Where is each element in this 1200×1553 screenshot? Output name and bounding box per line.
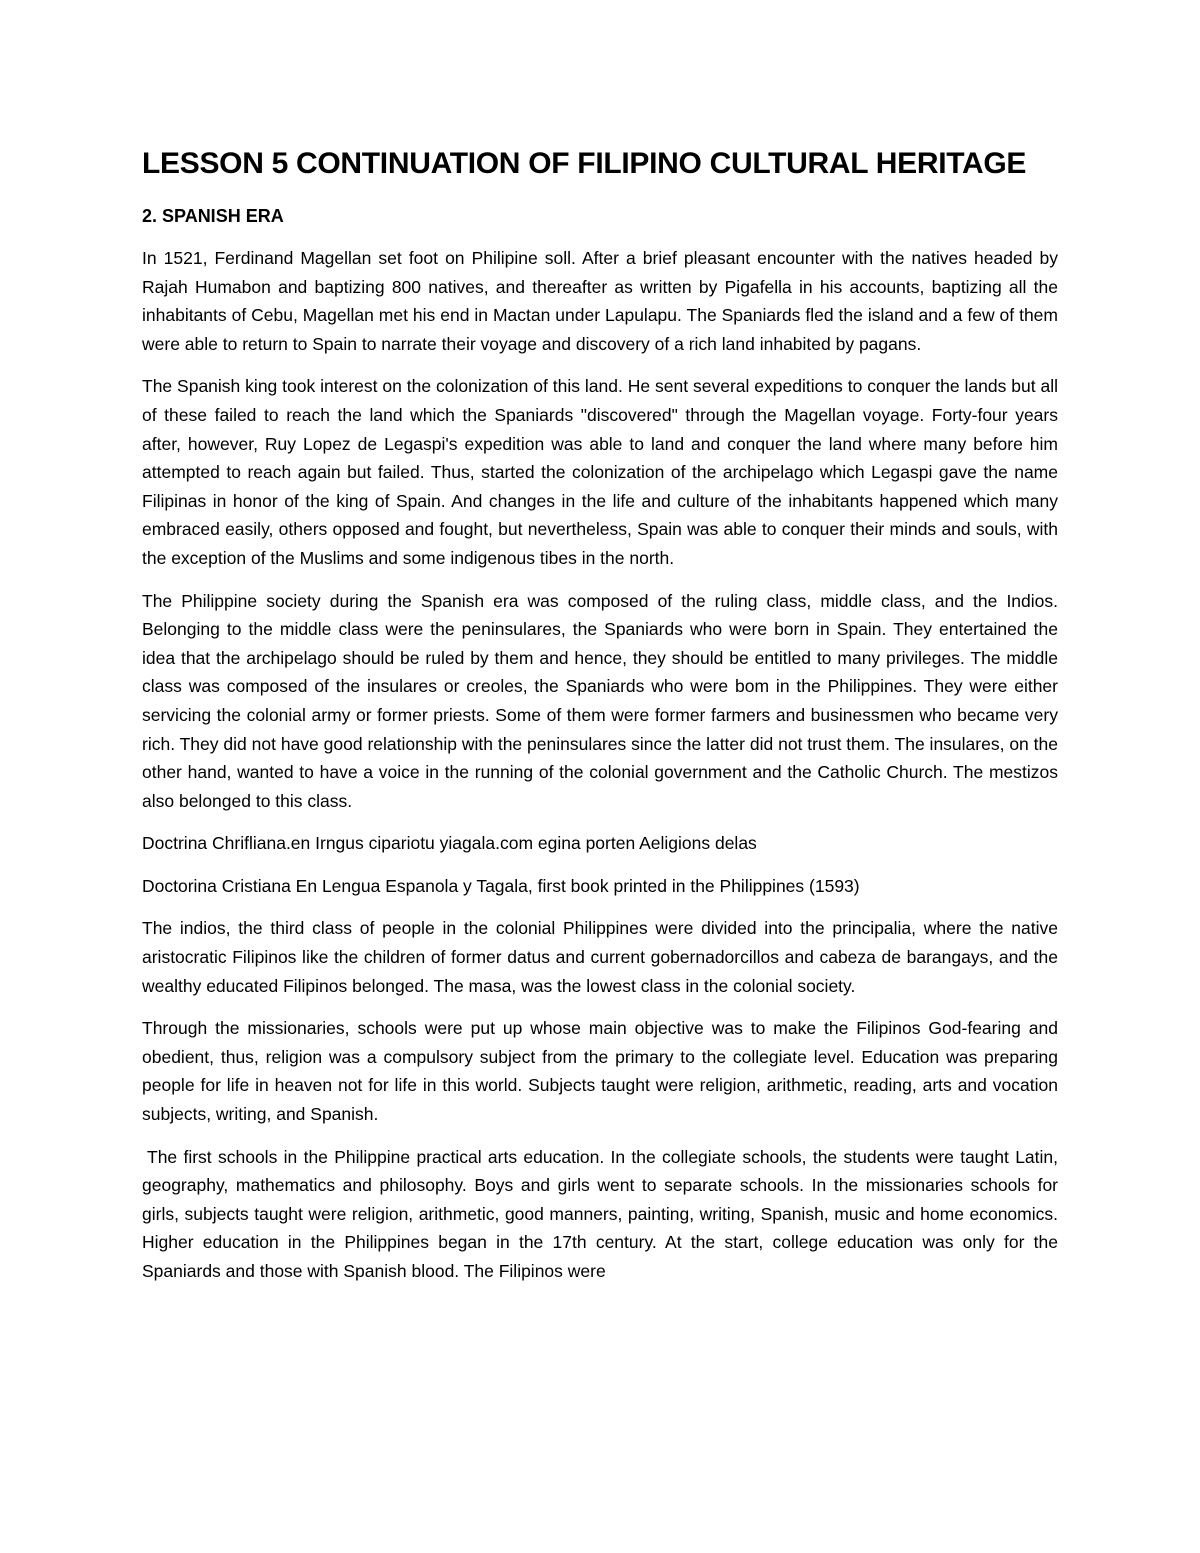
paragraph-schools: The first schools in the Philippine practical arts education. In the collegiate schools, the students were taught Latin, geography, mathematics and philosophy. Boys and girls went to separate schools. In the missionaries schools for girls, subjects taught were religion, arithmetic, good manners, painting, writing, Spanish, music and home economics. Higher education in the Philippines began in the 17th century. At the start, college education was only for the Spaniards and those with Spanish blood. The Filipinos were: [142, 1146, 1058, 1281]
paragraph-society: The Philippine society during the Spanish era was composed of the ruling class, middle class, and the Indios. Belonging to the middle class were the peninsulares, the Spaniards who were born in Spain. They entertained the idea that the archipelago should be ruled by them and hence, they should be entitled to many privileges. The middle class was composed of the insulares or creoles, the Spaniards who were bom in the Philippines. They were either servicing the colonial army or former priests. Some of them were former farmers and businessmen who became very rich. They did not have good relationship with the peninsulares since the latter did not trust them. The insulares, on the other hand, wanted to have a voice in the running of the colonial government and the Catholic Church. The mestizos also belonged to this class.: [142, 590, 1058, 811]
lesson-title: LESSON 5 CONTINUATION OF FILIPINO CULTURAL HERITAGE: [142, 147, 1027, 180]
section-heading: 2. SPANISH ERA: [142, 206, 284, 226]
image-caption: Doctorina Cristiana En Lengua Espanola y Tagala, first book printed in the Philippines (1593): [142, 875, 860, 896]
paragraph-magellan: In 1521, Ferdinand Magellan set foot on Philipine soll. After a brief pleasant encounter with the natives headed by Rajah Humabon and baptizing 800 natives, and thereafter as written by Pigafella in his accounts, baptizing all the inhabitants of Cebu, Magellan met his end in Mactan under Lapulapu. The Spaniards fled the island and a few of them were able to return to Spain to narrate their voyage and discovery of a rich land inhabited by pagans.: [142, 248, 1058, 354]
paragraph-colonization: The Spanish king took interest on the colonization of this land. He sent several expeditions to conquer the lands but all of these failed to reach the land which the Spaniards "discovered" through the Magellan voyage. Forty-four years after, however, Ruy Lopez de Legaspi's expedition was able to land and conquer the land where many before him attempted to reach again but failed. Thus, started the colonization of the archipelago which Legaspi gave the name Filipinas in honor of the king of Spain. And changes in the life and culture of the inhabitants happened which many embraced easily, others opposed and fought, but nevertheless, Spain was able to conquer their minds and souls, with the exception of the Muslims and some indigenous tibes in the north.: [142, 376, 1058, 568]
image-caption-garbled: Doctrina Chrifliana.en Irngus cipariotu yiagala.com egina porten Aeligions delas: [142, 833, 757, 854]
paragraph-indios: The indios, the third class of people in the colonial Philippines were divided into the principalia, where the native aristocratic Filipinos like the children of former datus and current gobernadorcillos and cabeza de barangays, and the wealthy educated Filipinos belonged. The masa, was the lowest class in the colonial society.: [142, 918, 1058, 996]
document-page: [142, 140, 1058, 1286]
paragraph-missionaries: Through the missionaries, schools were put up whose main objective was to make the Filipinos God-fearing and obedient, thus, religion was a compulsory subject from the primary to the collegiate level. Education was preparing people for life in heaven not for life in this world. Subjects taught were religion, arithmetic, reading, arts and vocation subjects, writing, and Spanish.: [142, 1018, 1058, 1125]
